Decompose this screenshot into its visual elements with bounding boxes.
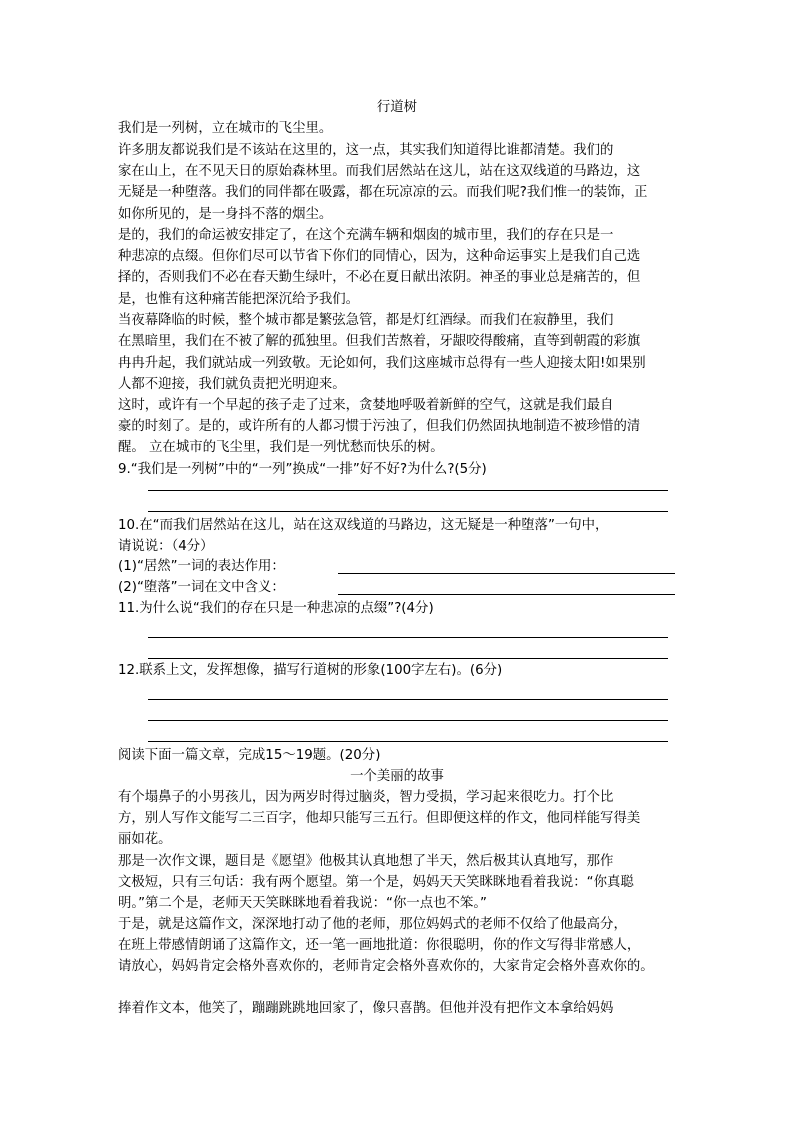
- passage2-line: 文极短，只有三句话：我有两个愿望。第一个是，妈妈天天笑眯眯地看着我说：“你真聪: [118, 875, 634, 890]
- passage2-line: 那是一次作文课，题目是《愿望》他极其认真地想了半天，然后极其认真地写，那作: [118, 854, 614, 869]
- passage1-line: 种悲凉的点缀。但你们尽可以节省下你们的同情心，因为，这种命运事实上是我们自己选: [118, 249, 641, 264]
- question-11: 11.为什么说“我们的存在只是一种悲凉的点缀”?(4分): [118, 601, 434, 616]
- answer-line-q11-1[interactable]: [148, 637, 668, 638]
- question-10-prompt: 请说说：（4分）: [118, 539, 214, 554]
- passage2-title: 一个美丽的故事: [350, 769, 444, 784]
- question-10-sub-2: (2)“堕落”一词在文中含义：: [118, 580, 285, 595]
- passage1-line: 冉冉升起，我们就站成一列致敬。无论如何，我们这座城市总得有一些人迎接太阳!如果别: [118, 356, 646, 371]
- answer-line-q12-1[interactable]: [148, 699, 668, 700]
- answer-line-q10-1[interactable]: [338, 573, 675, 574]
- passage2-line: 请放心，妈妈肯定会格外喜欢你的，老师肯定会格外喜欢你的，大家肯定会格外喜欢你的。: [118, 959, 654, 974]
- passage2-line: 有个塌鼻子的小男孩儿，因为两岁时得过脑炎，智力受损，学习起来很吃力。打个比: [118, 790, 614, 805]
- answer-line-q12-3[interactable]: [148, 741, 668, 742]
- passage1-line: 我们是一列树，立在城市的飞尘里。: [118, 121, 333, 136]
- passage2-instruction: 阅读下面一篇文章，完成15～19题。(20分): [118, 748, 381, 763]
- passage1-title: 行道树: [376, 100, 418, 115]
- passage2-line: 明。”第二个是，老师天天笑眯眯地看着我说：“你一点也不笨。”: [118, 896, 487, 911]
- passage1-line: 无疑是一种堕落。我们的同伴都在吸露，都在玩凉凉的云。而我们呢?我们惟一的装饰，正: [118, 185, 648, 200]
- passage2-line: 于是，就是这篇作文，深深地打动了他的老师，那位妈妈式的老师不仅给了他最高分，: [118, 917, 627, 932]
- passage1-line: 在黑暗里，我们在不被了解的孤独里。但我们苦熬着，牙龈咬得酸痛，直等到朝霞的彩旗: [118, 334, 641, 349]
- question-10: 10.在“而我们居然站在这儿，站在这双线道的马路边，这无疑是一种堕落”一句中，: [118, 518, 609, 533]
- answer-line-q12-2[interactable]: [148, 720, 668, 721]
- question-12: 12.联系上文，发挥想像，描写行道树的形象(100字左右)。(6分): [118, 663, 503, 678]
- passage2-line: 方，别人写作文能写二三百字，他却只能写三五行。但即便这样的作文，他同样能写得美: [118, 811, 641, 826]
- passage1-line: 醒。 立在城市的飞尘里，我们是一列忧愁而快乐的树。: [118, 440, 444, 455]
- answer-line-q11-2[interactable]: [148, 658, 668, 659]
- passage2-line: 丽如花。: [118, 832, 172, 847]
- passage1-line: 家在山上，在不见天日的原始森林里。而我们居然站在这儿，站在这双线道的马路边，这: [118, 164, 641, 179]
- passage1-line: 这时，或许有一个早起的孩子走了过来，贪婪地呼吸着新鲜的空气，这就是我们最自: [118, 398, 614, 413]
- passage1-line: 如你所见的，是一身抖不落的烟尘。: [118, 207, 333, 222]
- passage2-line: 捧着作文本，他笑了，蹦蹦跳跳地回家了，像只喜鹊。但他并没有把作文本拿给妈妈: [118, 1001, 614, 1016]
- answer-line-q9-1[interactable]: [148, 490, 668, 491]
- passage1-line: 是，也惟有这种痛苦能把深沉给予我们。: [118, 292, 360, 307]
- answer-line-q9-2[interactable]: [148, 511, 668, 512]
- question-10-sub-1: (1)“居然”一词的表达作用：: [118, 559, 285, 574]
- passage1-line: 择的，否则我们不必在春天勤生绿叶，不必在夏日献出浓阴。神圣的事业总是痛苦的，但: [118, 270, 641, 285]
- passage1-line: 豪的时刻了。是的，或许所有的人都习惯于污浊了，但我们仍然固执地制造不被珍惜的清: [118, 419, 641, 434]
- passage1-line: 人都不迎接，我们就负责把光明迎来。: [118, 377, 346, 392]
- question-9: 9.“我们是一列树”中的“一列”换成“一排”好不好?为什么?(5分): [118, 462, 487, 477]
- passage1-line: 许多朋友都说我们是不该站在这里的，这一点，其实我们知道得比谁都清楚。我们的: [118, 143, 614, 158]
- passage1-line: 当夜幕降临的时候，整个城市都是繁弦急管，都是灯红酒绿。而我们在寂静里，我们: [118, 313, 614, 328]
- passage2-line: 在班上带感情朗诵了这篇作文，还一笔一画地批道：你很聪明，你的作文写得非常感人，: [118, 938, 641, 953]
- answer-line-q10-2[interactable]: [338, 594, 675, 595]
- passage1-line: 是的，我们的命运被安排定了，在这个充满车辆和烟囱的城市里，我们的存在只是一: [118, 228, 614, 243]
